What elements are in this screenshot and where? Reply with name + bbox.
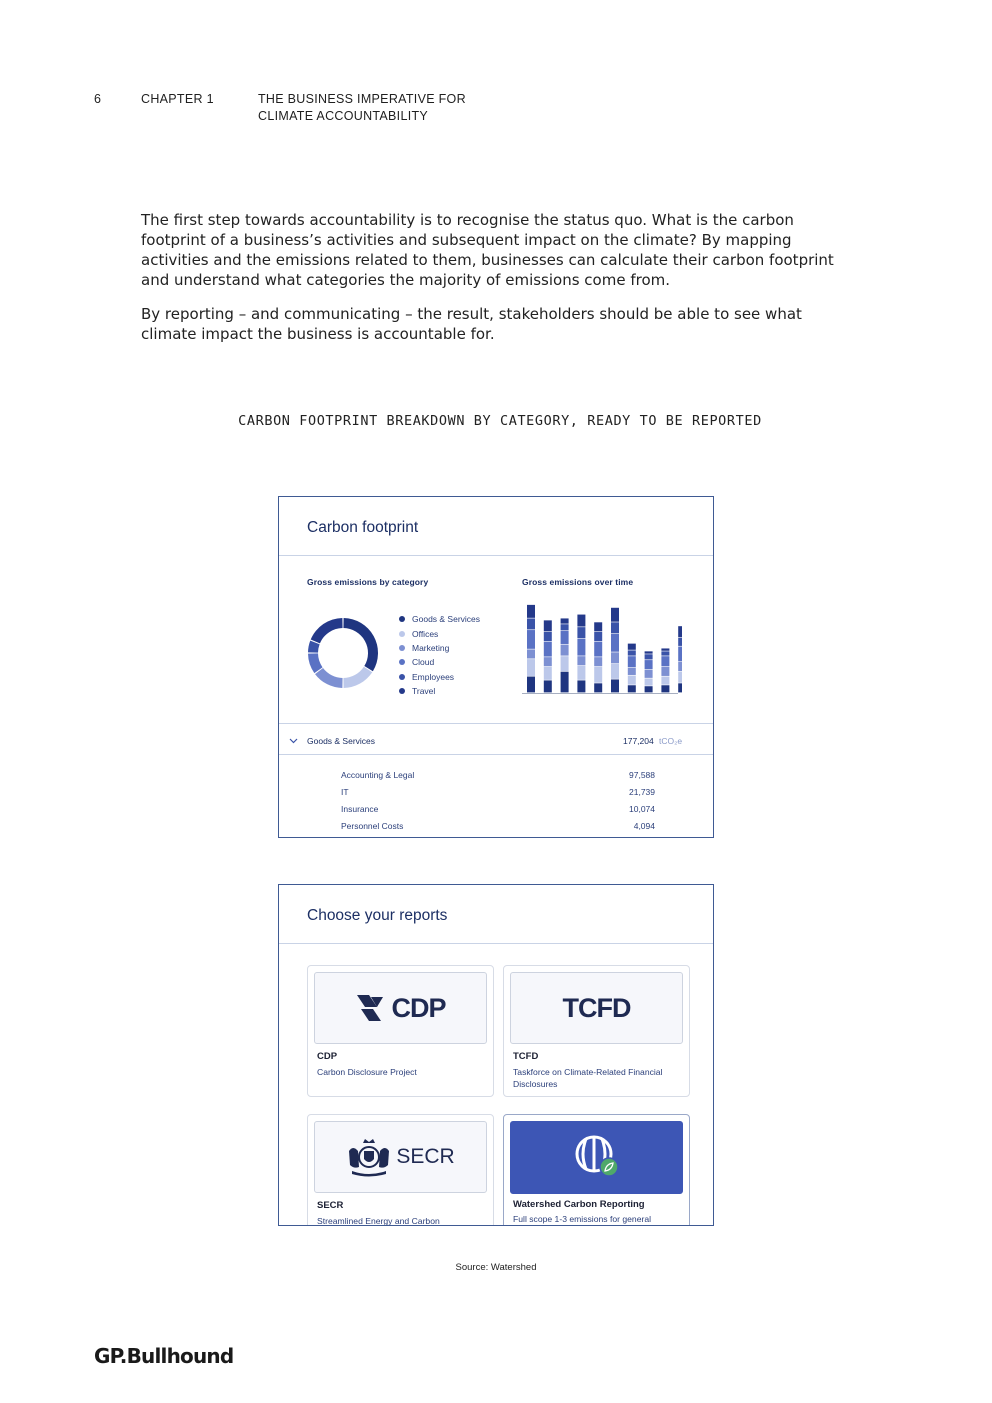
bar-segment-cloud [678, 647, 682, 662]
legend-dot [399, 645, 405, 651]
bar-segment-offices [611, 664, 619, 679]
bar-segment-offices [661, 677, 669, 685]
bar-segment-travel [577, 615, 585, 627]
goods-services-label: Goods & Services [307, 736, 376, 746]
bar-segment-cloud [594, 642, 602, 657]
bar-segment-employees [661, 651, 669, 655]
subcategory-label: Personnel Costs [341, 821, 404, 831]
bar-segment-cloud [628, 656, 636, 667]
panel-divider [279, 555, 713, 556]
card-description: Streamlined Energy and Carbon [317, 1216, 440, 1226]
subcategory-row[interactable] [341, 787, 655, 797]
bar-segment-marketing [544, 657, 552, 666]
bar-segment-offices [561, 656, 569, 671]
cdp-mark-icon [355, 993, 389, 1023]
bar-segment-marketing [561, 645, 569, 656]
tcfd-logo [510, 972, 683, 1044]
bar-segment-cloud [561, 631, 569, 644]
emissions-over-time-chart [522, 601, 682, 699]
bar-segment-cloud [527, 630, 535, 649]
panel-divider [279, 754, 713, 755]
report-card-tcfd[interactable] [503, 965, 690, 1097]
card-description: Carbon Disclosure Project [317, 1067, 417, 1077]
subcategory-label: Accounting & Legal [341, 770, 415, 780]
legend-item [399, 641, 480, 655]
bar-segment-offices [678, 672, 682, 683]
donut-heading: Gross emissions by category [307, 577, 429, 587]
figure-source: Source: Watershed [455, 1262, 537, 1273]
bar-segment-goods-services [645, 686, 653, 692]
legend-item [399, 670, 480, 684]
bar-segment-travel [561, 618, 569, 623]
page-number: 6 [94, 92, 102, 106]
bar-segment-employees [527, 618, 535, 629]
card-title: TCFD [513, 1051, 539, 1062]
legend-item [399, 626, 480, 640]
report-card-cdp[interactable] [307, 965, 494, 1097]
card-title: CDP [317, 1051, 338, 1062]
bar-segment-goods-services [678, 683, 682, 692]
bar-segment-cloud [577, 639, 585, 656]
secr-logo [314, 1121, 487, 1193]
body-paragraph-2: By reporting – and communicating – the result, stakeholders should be able to see what climate impact the business is accountable for. [141, 305, 802, 343]
legend-dot [399, 688, 405, 694]
legend-label: Offices [412, 628, 439, 639]
figure-caption: CARBON FOOTPRINT BREAKDOWN BY CATEGORY, READY TO BE REPORTED [238, 413, 762, 429]
bar-segment-cloud [611, 634, 619, 652]
legend-item [399, 684, 480, 698]
bar-segment-employees [678, 638, 682, 646]
donut-slice-marketing [315, 668, 343, 688]
bar-segment-employees [577, 627, 585, 638]
bar-segment-travel [611, 608, 619, 622]
bar-segment-goods-services [561, 672, 569, 693]
carbon-footprint-panel [278, 496, 714, 838]
bar-segment-offices [628, 676, 636, 685]
bar-segment-goods-services [577, 680, 585, 692]
subcategory-row[interactable] [341, 821, 655, 831]
bar-segment-employees [544, 632, 552, 641]
bar-segment-marketing [594, 657, 602, 666]
bar-segment-goods-services [544, 680, 552, 692]
choose-reports-title: Choose your reports [307, 907, 448, 924]
cdp-logo-text: CDP [391, 992, 446, 1023]
watershed-globe-icon [572, 1134, 622, 1182]
chapter-title-line2: CLIMATE ACCOUNTABILITY [258, 109, 429, 123]
bar-segment-cloud [661, 656, 669, 666]
bar-segment-marketing [611, 652, 619, 663]
legend-item [399, 655, 480, 669]
legend-dot [399, 631, 405, 637]
bar-segment-goods-services [527, 677, 535, 693]
legend-dot [399, 616, 405, 622]
bar-segment-marketing [628, 668, 636, 675]
donut-slice-goods-services [343, 618, 378, 671]
report-card-watershed[interactable] [503, 1114, 690, 1226]
chapter-title-line1: THE BUSINESS IMPERATIVE FOR [258, 92, 466, 106]
bar-segment-travel [678, 626, 682, 637]
bar-segment-employees [628, 650, 636, 655]
goods-services-value: 177,204 [623, 736, 654, 746]
legend-label: Goods & Services [412, 614, 481, 625]
bar-segment-offices [577, 666, 585, 680]
bar-segment-marketing [678, 662, 682, 671]
subcategory-label: Insurance [341, 804, 379, 814]
bar-segment-travel [645, 651, 653, 653]
bar-segment-marketing [527, 649, 535, 658]
chevron-down-icon[interactable] [289, 737, 298, 745]
bar-segment-employees [561, 624, 569, 630]
cdp-logo [314, 972, 487, 1044]
card-description: Taskforce on Climate-Related Financial Disclosures [513, 1067, 663, 1089]
bar-segment-offices [594, 667, 602, 683]
card-title: Watershed Carbon Reporting [513, 1199, 645, 1210]
subcategory-value: 4,094 [633, 821, 655, 831]
bar-segment-travel [661, 648, 669, 650]
bar-segment-goods-services [628, 685, 636, 692]
bar-segment-offices [645, 678, 653, 685]
legend-label: Travel [412, 686, 436, 697]
bar-segment-employees [611, 622, 619, 633]
subcategory-value: 97,588 [629, 770, 655, 780]
donut-legend [399, 612, 480, 698]
brand-logo: GP.Bullhound [94, 1344, 234, 1368]
bar-segment-cloud [544, 642, 552, 657]
bar-segment-travel [594, 622, 602, 631]
bars-heading: Gross emissions over time [522, 577, 634, 587]
card-title: SECR [317, 1200, 344, 1211]
watershed-logo [510, 1121, 683, 1194]
donut-slice-offices [343, 667, 372, 688]
card-description: Full scope 1-3 emissions for general [513, 1214, 652, 1224]
chapter-title [258, 91, 466, 125]
subcategory-label: IT [341, 787, 349, 797]
report-card-secr[interactable] [307, 1114, 494, 1226]
bar-segment-cloud [645, 660, 653, 669]
bar-segment-travel [544, 620, 552, 631]
bar-segment-goods-services [661, 685, 669, 692]
subcategory-row[interactable] [341, 804, 655, 814]
legend-dot [399, 674, 405, 680]
choose-reports-panel [278, 884, 714, 1226]
bar-segment-goods-services [611, 679, 619, 692]
chapter-label: CHAPTER 1 [141, 92, 214, 106]
donut-slice-travel [311, 618, 343, 643]
carbon-footprint-title: Carbon footprint [307, 519, 419, 536]
tcfd-logo-text: TCFD [562, 992, 631, 1023]
emissions-donut-chart [305, 615, 381, 691]
bar-segment-marketing [661, 667, 669, 676]
bar-segment-offices [527, 659, 535, 676]
subcategory-row[interactable] [341, 770, 655, 780]
bar-segment-marketing [645, 670, 653, 678]
bar-segment-employees [594, 632, 602, 641]
body-paragraph-1: The first step towards accountability is to recognise the status quo. What is the carbon footprint of a business’s activities and subsequent impact on the climate? By mapping activities and the emissions related to them, businesses can calculate their carbon footprint and understand what categories the majority of emissions come from. [141, 211, 834, 289]
bar-segment-goods-services [594, 683, 602, 692]
legend-label: Marketing [412, 642, 450, 653]
legend-dot [399, 659, 405, 665]
bar-segment-travel [527, 605, 535, 618]
secr-logo-text: SECR [396, 1145, 455, 1168]
bar-segment-offices [544, 667, 552, 680]
bar-segment-travel [628, 644, 636, 650]
legend-item [399, 612, 480, 626]
royal-crest-icon [346, 1137, 392, 1177]
panel-divider [279, 943, 713, 944]
goods-services-unit: tCO₂e [659, 736, 683, 746]
bar-segment-employees [645, 654, 653, 659]
legend-label: Employees [412, 671, 455, 682]
bar-segment-marketing [577, 656, 585, 665]
subcategory-value: 21,739 [629, 787, 655, 797]
subcategory-value: 10,074 [629, 804, 655, 814]
panel-divider [279, 723, 713, 724]
legend-label: Cloud [412, 657, 435, 668]
